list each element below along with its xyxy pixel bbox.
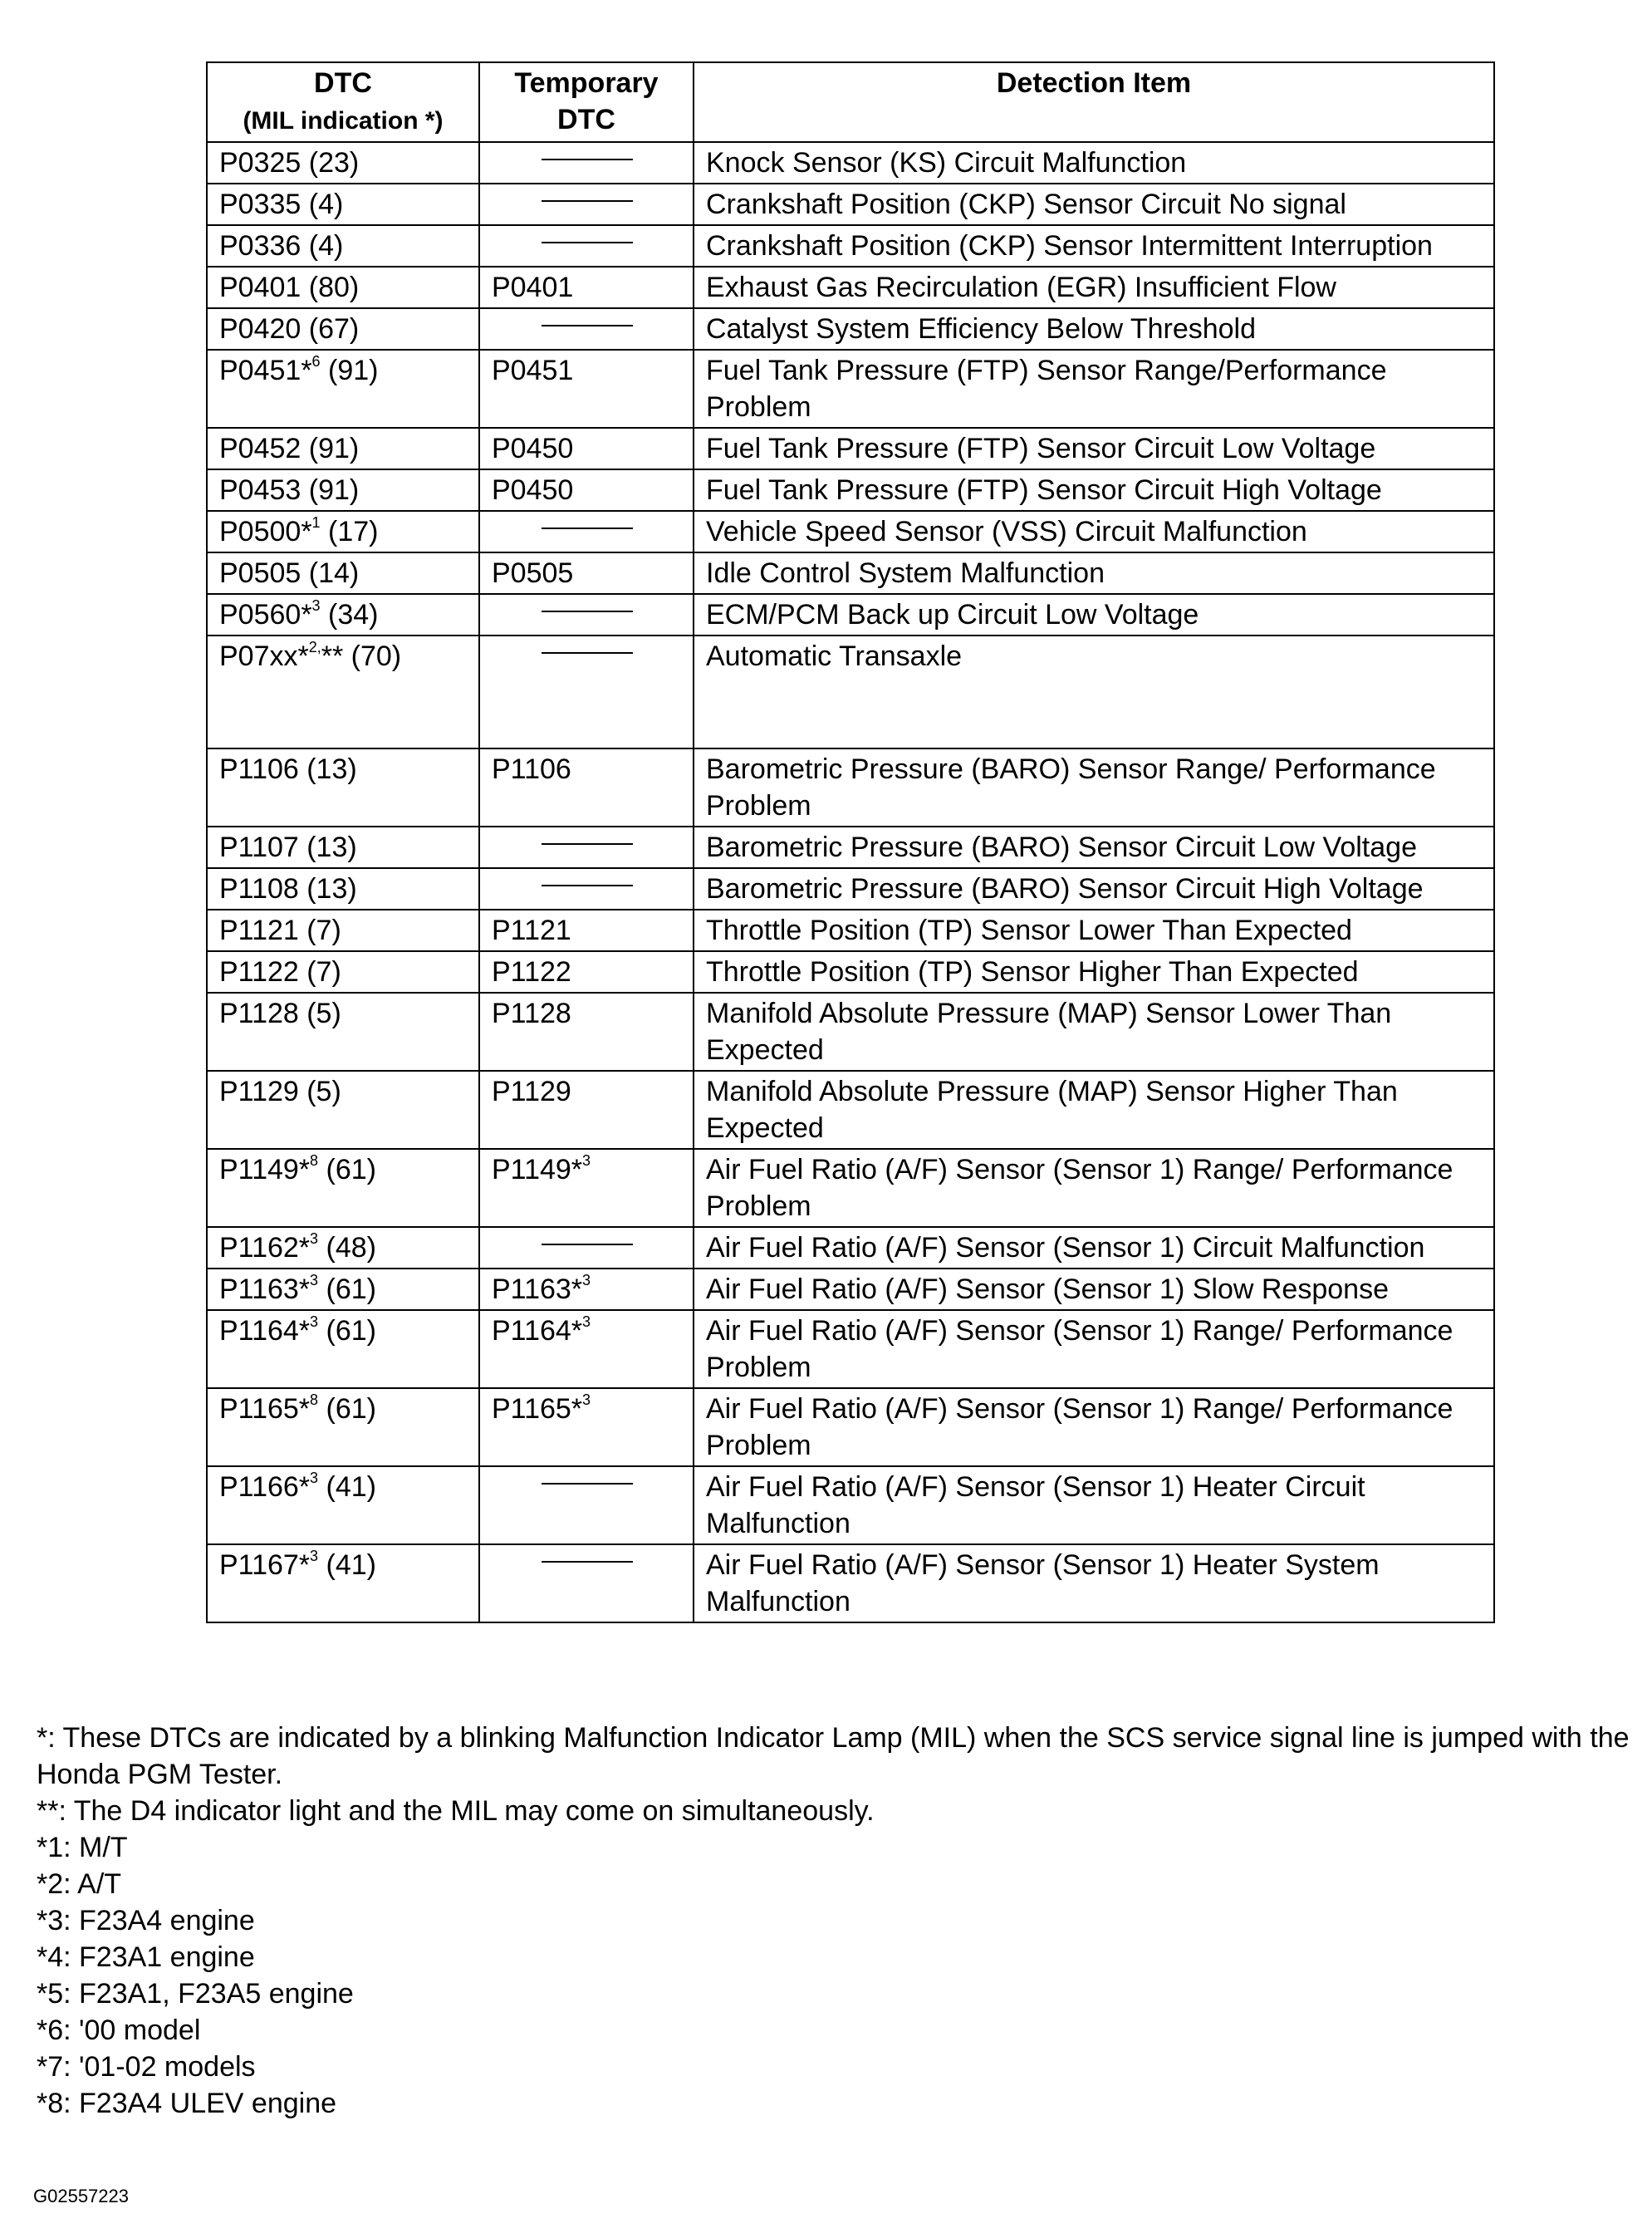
- dtc-footnote-ref: 3: [311, 596, 321, 614]
- dtc-code: P07xx*: [219, 640, 309, 672]
- dtc-code: P1149*: [219, 1154, 311, 1185]
- temporary-dtc-code: P1163*: [492, 1274, 583, 1305]
- dtc-code: P1166*: [219, 1471, 311, 1503]
- dtc-footnote-ref: 3: [310, 1271, 319, 1288]
- dtc-code: P0336 (4): [219, 230, 344, 262]
- dtc-cell: [207, 1269, 479, 1310]
- detection-item-cell: Air Fuel Ratio (A/F) Sensor (Sensor 1) Range/ Performance Problem: [694, 1149, 1494, 1227]
- table-row: [207, 868, 1494, 910]
- dtc-cell: [207, 428, 479, 469]
- header-detection-item: [694, 62, 1494, 142]
- detection-item-cell: Knock Sensor (KS) Circuit Malfunction: [694, 142, 1494, 184]
- dtc-mil-count: (41): [318, 1471, 376, 1503]
- temporary-dtc-cell: [479, 225, 694, 267]
- temporary-dtc-code: P1121: [492, 915, 571, 946]
- detection-item-cell: Barometric Pressure (BARO) Sensor Circuit High Voltage: [694, 868, 1494, 910]
- table-row: [207, 1544, 1494, 1622]
- no-temporary-dtc-dash: [542, 200, 633, 202]
- temporary-dtc-code: P1129: [492, 1076, 571, 1107]
- table-row: [207, 225, 1494, 267]
- detection-item-cell: Air Fuel Ratio (A/F) Sensor (Sensor 1) Range/ Performance Problem: [694, 1310, 1494, 1388]
- dtc-cell: [207, 552, 479, 594]
- temporary-footnote-ref: 3: [582, 1391, 591, 1408]
- temporary-dtc-cell: [479, 910, 694, 951]
- temporary-dtc-cell: [479, 827, 694, 868]
- temporary-dtc-code: P0450: [492, 433, 574, 464]
- image-code: G02557223: [33, 2186, 129, 2206]
- table-row: [207, 951, 1494, 993]
- dtc-code: P0560*: [219, 599, 312, 631]
- temporary-dtc-cell: [479, 428, 694, 469]
- footnote: *3: F23A4 engine: [37, 1905, 255, 1936]
- detection-item-cell: Fuel Tank Pressure (FTP) Sensor Range/Performance Problem: [694, 350, 1494, 428]
- temporary-dtc-cell: [479, 594, 694, 636]
- temporary-dtc-cell: [479, 1227, 694, 1269]
- dtc-footnote-ref: 8: [310, 1391, 319, 1408]
- table-row: [207, 184, 1494, 225]
- table-row: [207, 748, 1494, 827]
- temporary-dtc-cell: [479, 1269, 694, 1310]
- temporary-dtc-cell: [479, 552, 694, 594]
- temporary-dtc-code: P0451: [492, 355, 574, 386]
- footnote: **: The D4 indicator light and the MIL may come on simultaneously.: [37, 1795, 875, 1827]
- temporary-dtc-cell: [479, 350, 694, 428]
- table-row: [207, 142, 1494, 184]
- temporary-dtc-code: P1106: [492, 753, 571, 785]
- dtc-footnote-ref: 6: [311, 352, 321, 370]
- table-row: [207, 1071, 1494, 1149]
- dtc-code: P1107 (13): [219, 832, 357, 863]
- dtc-code: P1165*: [219, 1393, 311, 1425]
- temporary-dtc-cell: [479, 142, 694, 184]
- no-temporary-dtc-dash: [542, 528, 633, 529]
- dtc-cell: [207, 350, 479, 428]
- detection-item-cell: Idle Control System Malfunction: [694, 552, 1494, 594]
- dtc-cell: [207, 225, 479, 267]
- dtc-code: P1167*: [219, 1549, 311, 1581]
- detection-item-cell: Barometric Pressure (BARO) Sensor Circuit Low Voltage: [694, 827, 1494, 868]
- dtc-code: P0401 (80): [219, 272, 360, 303]
- detection-item-cell: Air Fuel Ratio (A/F) Sensor (Sensor 1) Slow Response: [694, 1269, 1494, 1310]
- dtc-code: P1128 (5): [219, 998, 341, 1029]
- temporary-footnote-ref: 3: [582, 1151, 591, 1169]
- dtc-code: P0500*: [219, 516, 312, 547]
- dtc-mil-count: (61): [318, 1315, 376, 1347]
- temporary-footnote-ref: 3: [582, 1313, 591, 1330]
- temporary-dtc-cell: [479, 951, 694, 993]
- detection-item-cell: Manifold Absolute Pressure (MAP) Sensor Lower Than Expected: [694, 993, 1494, 1071]
- dtc-cell: [207, 748, 479, 827]
- dtc-cell: [207, 184, 479, 225]
- temporary-dtc-cell: [479, 1071, 694, 1149]
- dtc-cell: [207, 636, 479, 748]
- no-temporary-dtc-dash: [542, 1483, 633, 1485]
- dtc-cell: [207, 469, 479, 511]
- dtc-cell: [207, 951, 479, 993]
- dtc-footnote-ref: 3: [310, 1469, 319, 1486]
- table-body: [207, 142, 1494, 1622]
- dtc-cell: [207, 511, 479, 552]
- table-row: [207, 993, 1494, 1071]
- no-temporary-dtc-dash: [542, 652, 633, 654]
- detection-item-cell: Crankshaft Position (CKP) Sensor Intermittent Interruption: [694, 225, 1494, 267]
- table-row: [207, 1310, 1494, 1388]
- temporary-dtc-code: P1165*: [492, 1393, 583, 1425]
- table-row: [207, 636, 1494, 748]
- no-temporary-dtc-dash: [542, 843, 633, 845]
- dtc-cell: [207, 594, 479, 636]
- dtc-code: P0420 (67): [219, 313, 360, 345]
- dtc-cell: [207, 910, 479, 951]
- detection-item-cell: Automatic Transaxle: [694, 636, 1494, 748]
- detection-item-cell: Air Fuel Ratio (A/F) Sensor (Sensor 1) Range/ Performance Problem: [694, 1388, 1494, 1466]
- dtc-mil-count: ** (70): [321, 640, 402, 672]
- detection-item-cell: Throttle Position (TP) Sensor Lower Than Expected: [694, 910, 1494, 951]
- dtc-table: [206, 61, 1495, 1623]
- temporary-dtc-code: P0505: [492, 557, 574, 589]
- temporary-dtc-cell: [479, 748, 694, 827]
- dtc-cell: [207, 1388, 479, 1466]
- temporary-dtc-cell: [479, 1310, 694, 1388]
- dtc-code: P1162*: [219, 1232, 311, 1264]
- dtc-code: P0335 (4): [219, 189, 344, 220]
- temporary-dtc-code: P1128: [492, 998, 571, 1029]
- dtc-cell: [207, 267, 479, 308]
- detection-item-cell: Crankshaft Position (CKP) Sensor Circuit No signal: [694, 184, 1494, 225]
- detection-item-cell: Exhaust Gas Recirculation (EGR) Insufficient Flow: [694, 267, 1494, 308]
- footnote: *: These DTCs are indicated by a blinking Malfunction Indicator Lamp (MIL) when the SCS service signal line is jumped with the Honda PGM Tester.: [37, 1722, 1630, 1790]
- footnote: *7: '01-02 models: [37, 2051, 256, 2083]
- dtc-mil-count: (61): [318, 1154, 376, 1185]
- temporary-dtc-code: P1149*: [492, 1154, 583, 1185]
- dtc-footnote-ref: 1: [311, 513, 321, 531]
- table-row: [207, 267, 1494, 308]
- footnote: *2: A/T: [37, 1868, 122, 1900]
- detection-item-cell: ECM/PCM Back up Circuit Low Voltage: [694, 594, 1494, 636]
- dtc-footnote-ref: 3: [310, 1313, 319, 1330]
- temporary-footnote-ref: 3: [582, 1271, 591, 1288]
- table-row: [207, 594, 1494, 636]
- dtc-cell: [207, 1071, 479, 1149]
- dtc-cell: [207, 1310, 479, 1388]
- no-temporary-dtc-dash: [542, 1561, 633, 1563]
- dtc-cell: [207, 1544, 479, 1622]
- table-row: [207, 1388, 1494, 1466]
- table-row: [207, 827, 1494, 868]
- detection-item-cell: Fuel Tank Pressure (FTP) Sensor Circuit High Voltage: [694, 469, 1494, 511]
- table-row: [207, 511, 1494, 552]
- footnote: *8: F23A4 ULEV engine: [37, 2088, 337, 2119]
- dtc-footnote-ref: 2,: [308, 638, 321, 655]
- temporary-dtc-cell: [479, 993, 694, 1071]
- table-row: [207, 428, 1494, 469]
- dtc-code: P0453 (91): [219, 474, 360, 506]
- detection-item-cell: Air Fuel Ratio (A/F) Sensor (Sensor 1) Circuit Malfunction: [694, 1227, 1494, 1269]
- dtc-code: P0505 (14): [219, 557, 360, 589]
- dtc-mil-count: (61): [318, 1274, 376, 1305]
- no-temporary-dtc-dash: [542, 885, 633, 886]
- dtc-cell: [207, 868, 479, 910]
- detection-item-cell: Barometric Pressure (BARO) Sensor Range/ Performance Problem: [694, 748, 1494, 827]
- table-header-row: [207, 62, 1494, 142]
- temporary-dtc-cell: [479, 636, 694, 748]
- detection-item-cell: Throttle Position (TP) Sensor Higher Than Expected: [694, 951, 1494, 993]
- no-temporary-dtc-dash: [542, 242, 633, 243]
- table-row: [207, 1227, 1494, 1269]
- header-temporary: [479, 62, 694, 142]
- dtc-code: P1121 (7): [219, 915, 341, 946]
- temporary-dtc-cell: [479, 1149, 694, 1227]
- footnote: *1: M/T: [37, 1832, 128, 1863]
- dtc-code: P1122 (7): [219, 956, 341, 988]
- temporary-dtc-code: P0450: [492, 474, 574, 506]
- dtc-footnote-ref: 8: [310, 1151, 319, 1169]
- temporary-dtc-cell: [479, 1388, 694, 1466]
- dtc-cell: [207, 993, 479, 1071]
- header-dtc: [207, 62, 479, 142]
- footnote: *5: F23A1, F23A5 engine: [37, 1978, 354, 2010]
- table-row: [207, 1466, 1494, 1544]
- temporary-dtc-code: P1164*: [492, 1315, 583, 1347]
- header-temporary-label: Temporary: [514, 67, 659, 99]
- table-row: [207, 552, 1494, 594]
- temporary-dtc-cell: [479, 267, 694, 308]
- temporary-dtc-cell: [479, 1544, 694, 1622]
- detection-item-cell: Air Fuel Ratio (A/F) Sensor (Sensor 1) Heater System Malfunction: [694, 1544, 1494, 1622]
- table-row: [207, 1149, 1494, 1227]
- detection-item-cell: Vehicle Speed Sensor (VSS) Circuit Malfunction: [694, 511, 1494, 552]
- header-dtc-sublabel: (MIL indication *): [243, 107, 444, 135]
- dtc-mil-count: (41): [318, 1549, 376, 1581]
- dtc-cell: [207, 827, 479, 868]
- header-dtc-label: DTC: [314, 67, 372, 99]
- dtc-footnote-ref: 3: [310, 1229, 319, 1247]
- dtc-code: P1129 (5): [219, 1076, 341, 1107]
- footnotes: [37, 1720, 1631, 2122]
- temporary-dtc-cell: [479, 469, 694, 511]
- header-temporary-sublabel: DTC: [557, 104, 615, 135]
- dtc-mil-count: (48): [318, 1232, 376, 1264]
- no-temporary-dtc-dash: [542, 325, 633, 326]
- temporary-dtc-code: P0401: [492, 272, 574, 303]
- dtc-footnote-ref: 3: [310, 1547, 319, 1564]
- dtc-mil-count: (91): [320, 355, 379, 386]
- dtc-mil-count: (61): [318, 1393, 376, 1425]
- dtc-code: P0325 (23): [219, 147, 360, 179]
- footnote: *4: F23A1 engine: [37, 1941, 255, 1973]
- dtc-mil-count: (17): [320, 516, 379, 547]
- temporary-dtc-cell: [479, 1466, 694, 1544]
- table-row: [207, 1269, 1494, 1310]
- detection-item-cell: Fuel Tank Pressure (FTP) Sensor Circuit Low Voltage: [694, 428, 1494, 469]
- temporary-dtc-cell: [479, 511, 694, 552]
- temporary-dtc-cell: [479, 184, 694, 225]
- temporary-dtc-cell: [479, 868, 694, 910]
- header-detection-label: Detection Item: [996, 67, 1192, 99]
- table-row: [207, 910, 1494, 951]
- table-row: [207, 469, 1494, 511]
- dtc-code: P0451*: [219, 355, 312, 386]
- dtc-cell: [207, 1466, 479, 1544]
- detection-item-cell: Manifold Absolute Pressure (MAP) Sensor Higher Than Expected: [694, 1071, 1494, 1149]
- no-temporary-dtc-dash: [542, 1244, 633, 1245]
- footnote: *6: '00 model: [37, 2015, 201, 2046]
- no-temporary-dtc-dash: [542, 611, 633, 612]
- detection-item-cell: Catalyst System Efficiency Below Threshold: [694, 308, 1494, 350]
- dtc-cell: [207, 308, 479, 350]
- table-row: [207, 350, 1494, 428]
- dtc-code: P0452 (91): [219, 433, 360, 464]
- dtc-code: P1106 (13): [219, 753, 357, 785]
- dtc-cell: [207, 1149, 479, 1227]
- detection-item-cell: Air Fuel Ratio (A/F) Sensor (Sensor 1) Heater Circuit Malfunction: [694, 1466, 1494, 1544]
- dtc-code: P1108 (13): [219, 873, 357, 905]
- dtc-mil-count: (34): [320, 599, 379, 631]
- dtc-cell: [207, 142, 479, 184]
- dtc-cell: [207, 1227, 479, 1269]
- table-row: [207, 308, 1494, 350]
- temporary-dtc-cell: [479, 308, 694, 350]
- no-temporary-dtc-dash: [542, 159, 633, 160]
- dtc-code: P1164*: [219, 1315, 311, 1347]
- dtc-code: P1163*: [219, 1274, 311, 1305]
- temporary-dtc-code: P1122: [492, 956, 571, 988]
